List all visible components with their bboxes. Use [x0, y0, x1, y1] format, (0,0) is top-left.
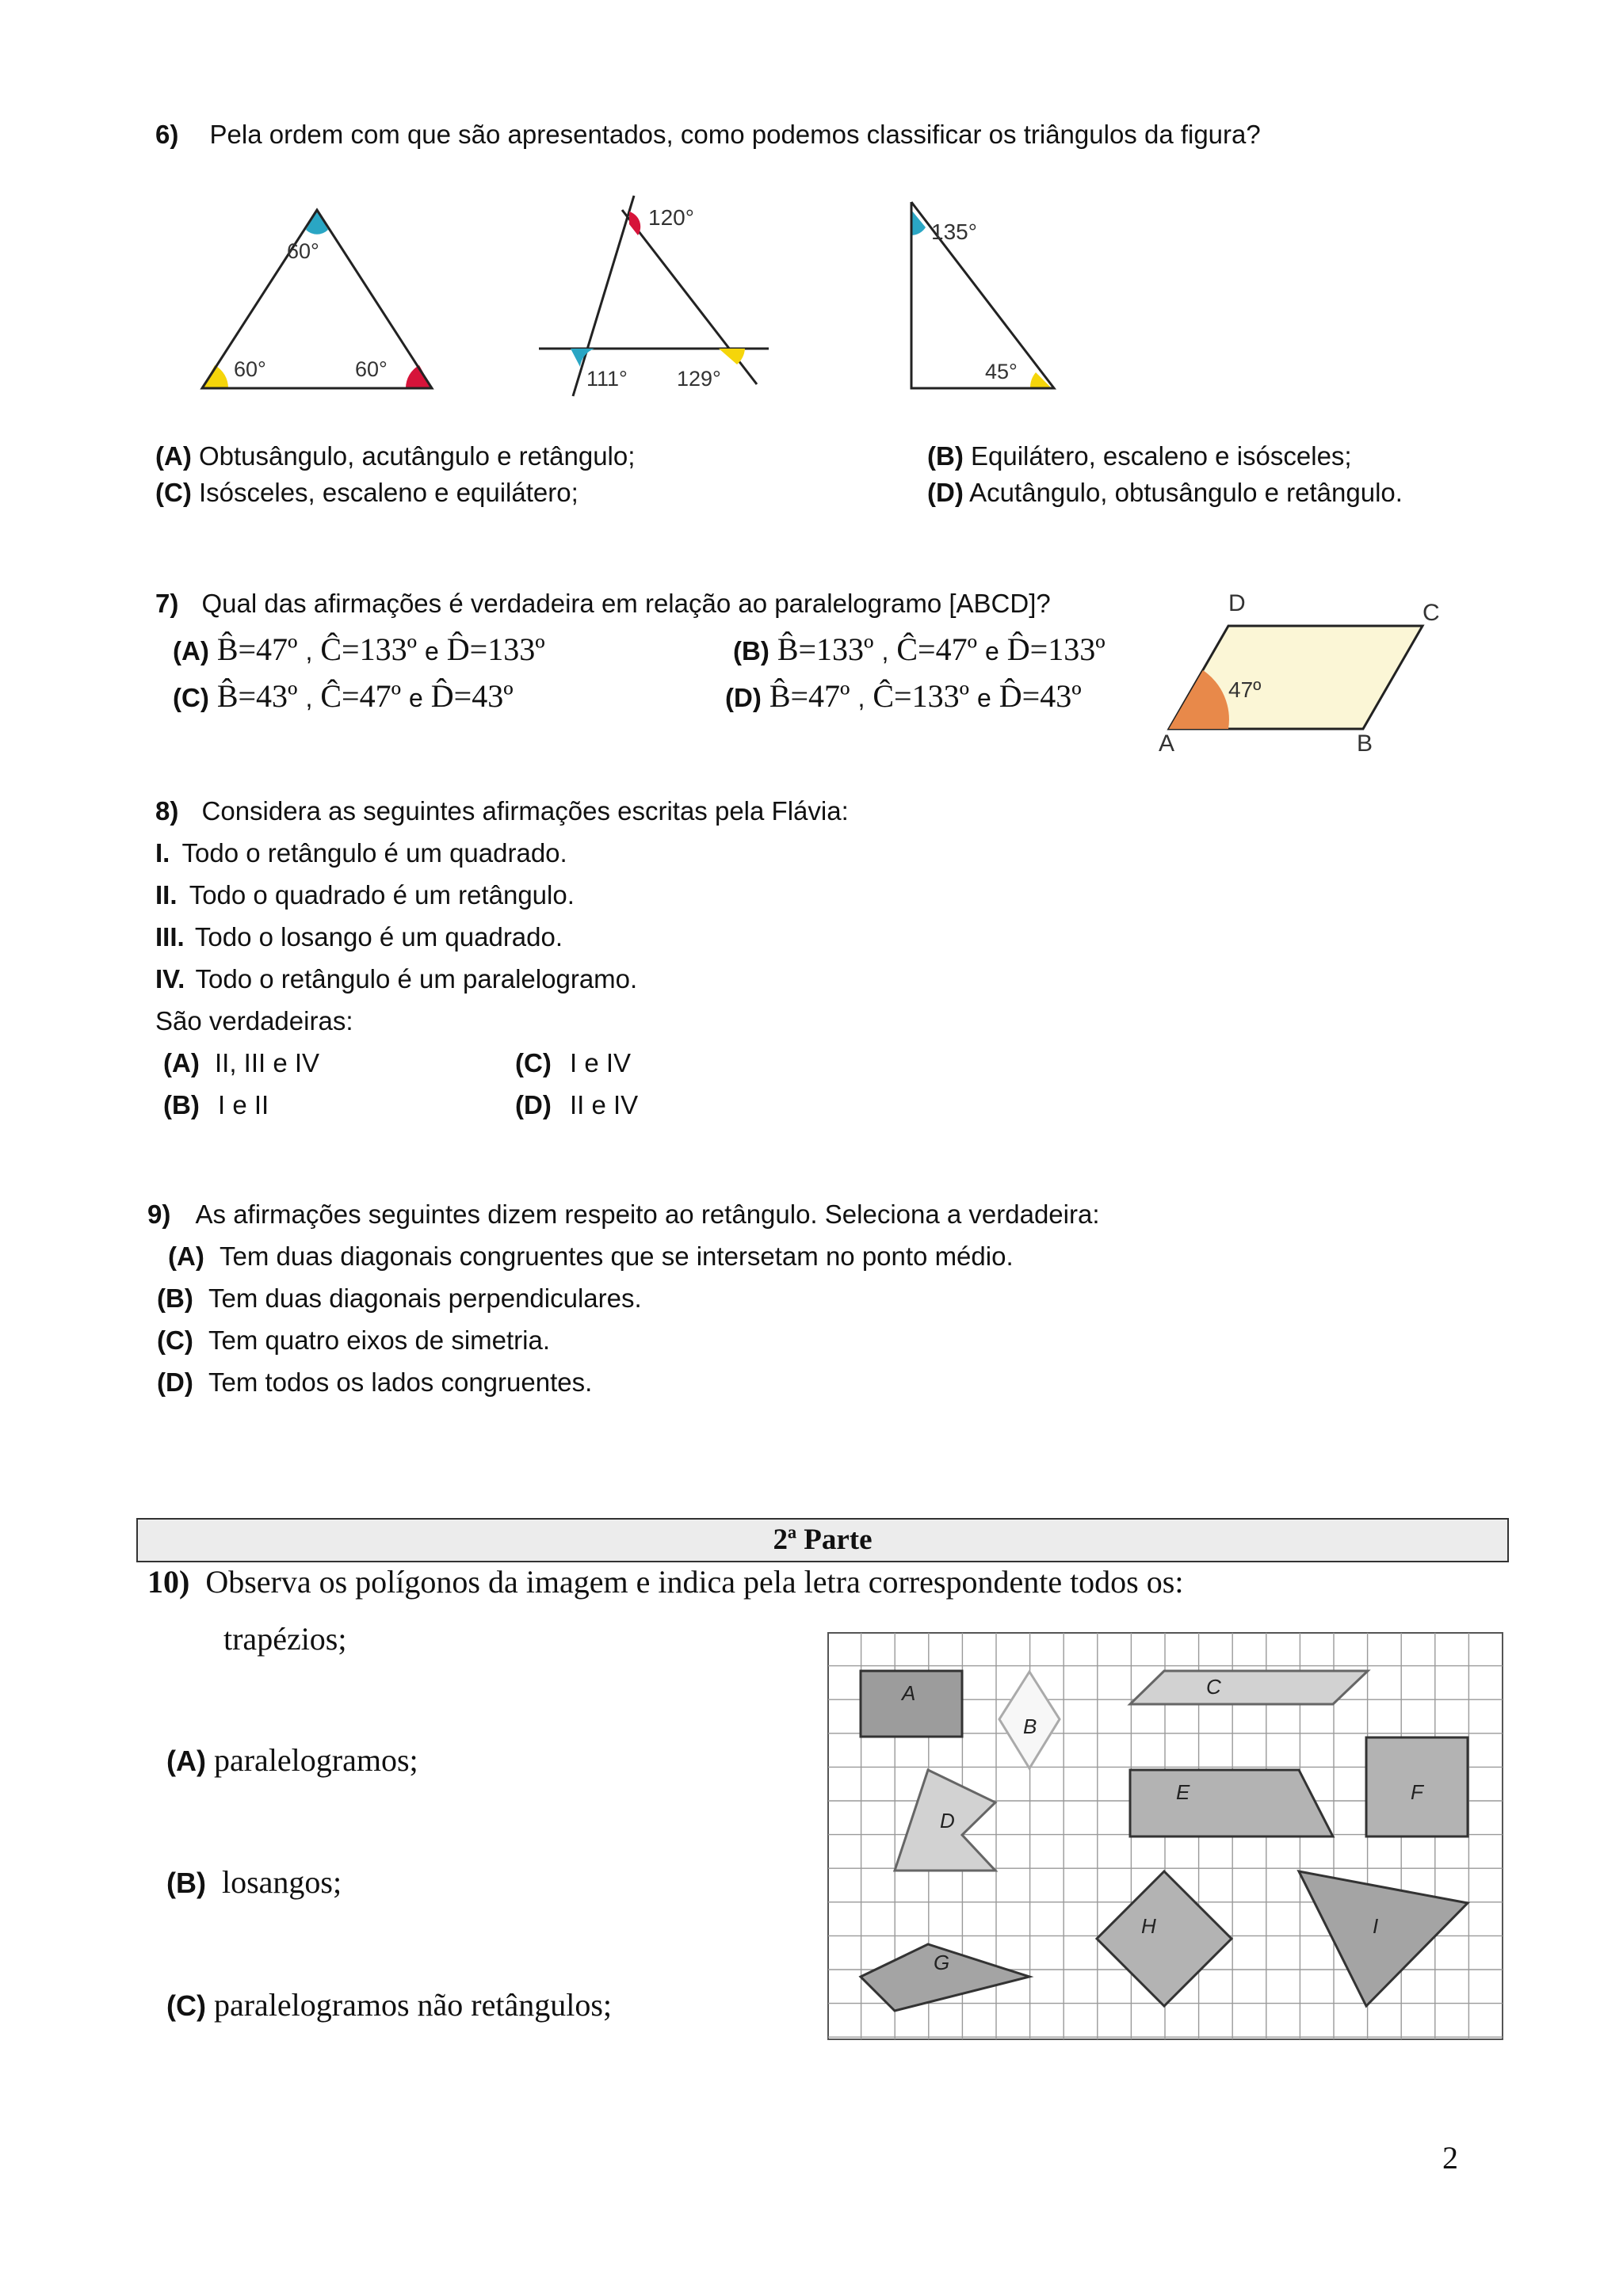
q8-prompt: São verdadeiras: — [155, 1006, 353, 1035]
part-2-header: 2ª Parte — [136, 1518, 1509, 1562]
comma: , — [305, 637, 313, 666]
option-label: (B) — [927, 441, 964, 471]
parallelogram-figure — [1149, 590, 1466, 757]
vertex-b: B — [1357, 730, 1373, 757]
option-text: Equilátero, escaleno e isósceles; — [970, 441, 1352, 471]
item-label: (B) — [166, 1867, 206, 1899]
label-a: A — [902, 1681, 916, 1705]
option-text: Obtusângulo, acutângulo e retângulo; — [198, 441, 636, 471]
q6-question: Pela ordem com que são apresentados, como podemos classificar os triângulos da figura? — [209, 120, 1261, 149]
angle-b: B̂=133º — [777, 631, 874, 667]
q8-option-a[interactable] — [163, 1047, 319, 1079]
q6-option-d[interactable] — [927, 477, 1403, 509]
label-f: F — [1411, 1780, 1423, 1804]
option-text: Tem todos os lados congruentes. — [208, 1367, 593, 1397]
option-text: Tem duas diagonais congruentes que se intersetam no ponto médio. — [219, 1241, 1014, 1271]
statement-text: Todo o losango é um quadrado. — [194, 922, 563, 952]
t2-angle-top: 120° — [648, 205, 694, 230]
q10-item-c — [166, 1986, 612, 2023]
conjunction: e — [424, 637, 439, 666]
angle-d: D̂=133º — [446, 631, 545, 667]
item-text: losangos; — [221, 1864, 342, 1900]
t3-angle-top: 135° — [931, 219, 977, 244]
label-e: E — [1176, 1780, 1190, 1804]
option-text: Isósceles, escaleno e equilátero; — [198, 478, 579, 507]
q10-header — [147, 1563, 1183, 1600]
q8-statement-2 — [155, 879, 575, 911]
q6-number: 6) — [155, 120, 179, 149]
q6-header — [155, 119, 1261, 151]
option-text: II e IV — [569, 1090, 639, 1119]
option-text: I e IV — [569, 1048, 632, 1077]
angle-c: Ĉ=47º — [896, 631, 977, 667]
q8-statement-1 — [155, 837, 567, 869]
q9-header — [147, 1199, 1100, 1230]
q10-item-b — [166, 1863, 342, 1901]
triangle-equilateral — [202, 210, 432, 388]
option-text: I e II — [217, 1090, 269, 1119]
polygon-e — [1130, 1770, 1333, 1836]
option-label: (B) — [157, 1283, 193, 1313]
q9-option-a[interactable] — [168, 1241, 1014, 1272]
angle-b: B̂=47º — [769, 678, 850, 714]
t2-angle-left: 111° — [586, 367, 628, 391]
triangle-scalene — [539, 196, 769, 396]
vertex-c: C — [1423, 600, 1440, 626]
page-number: 2 — [1442, 2140, 1458, 2176]
label-h: H — [1141, 1914, 1156, 1938]
option-label: (C) — [173, 683, 209, 712]
q8-option-b[interactable] — [163, 1089, 269, 1121]
q10-item-trapezios — [223, 1620, 347, 1657]
option-label: (B) — [733, 636, 769, 666]
option-label: (A) — [168, 1241, 204, 1271]
option-label: (C) — [515, 1048, 552, 1077]
angle-c: Ĉ=133º — [873, 678, 969, 714]
option-text: II, III e IV — [214, 1048, 320, 1077]
q7-option-c[interactable] — [173, 677, 514, 715]
angle-marker — [911, 210, 926, 235]
item-label: (C) — [166, 1989, 206, 2022]
comma: , — [881, 637, 889, 666]
q7-option-d[interactable] — [725, 677, 1082, 715]
option-label: (B) — [163, 1090, 200, 1119]
q10-number: 10) — [147, 1564, 190, 1600]
option-label: (D) — [515, 1090, 552, 1119]
t1-angle-left: 60° — [234, 357, 266, 381]
option-label: (D) — [157, 1367, 193, 1397]
label-b: B — [1023, 1714, 1037, 1738]
angle-label: 47º — [1228, 677, 1262, 702]
angle-c: Ĉ=133º — [320, 631, 417, 667]
conjunction: e — [976, 684, 991, 712]
q8-option-c[interactable] — [515, 1047, 631, 1079]
conjunction: e — [408, 684, 423, 712]
label-d: D — [940, 1809, 955, 1833]
angle-d: D̂=43º — [430, 678, 514, 714]
q7-option-a[interactable] — [173, 631, 545, 668]
label-c: C — [1206, 1675, 1221, 1699]
angle-b: B̂=47º — [216, 631, 298, 667]
q7-option-b[interactable] — [733, 631, 1106, 668]
option-label: (A) — [173, 636, 209, 666]
label-i: I — [1373, 1914, 1379, 1938]
t2-angle-right: 129° — [677, 367, 721, 391]
comma: , — [305, 684, 313, 712]
angle-marker — [629, 212, 640, 235]
q7-number: 7) — [155, 589, 179, 618]
conjunction: e — [984, 637, 999, 666]
vertex-d: D — [1228, 590, 1246, 616]
q6-option-b[interactable] — [927, 441, 1352, 472]
statement-text: Todo o retângulo é um quadrado. — [181, 838, 567, 868]
q8-statement-4 — [155, 963, 637, 995]
statement-label: II. — [155, 880, 178, 910]
t1-angle-right: 60° — [355, 357, 388, 381]
q8-number: 8) — [155, 796, 179, 826]
option-text: Acutângulo, obtusângulo e retângulo. — [969, 478, 1403, 507]
statement-label: IV. — [155, 964, 185, 994]
item-text: paralelogramos; — [213, 1742, 418, 1778]
q7-question: Qual das afirmações é verdadeira em relação ao paralelogramo [ABCD]? — [201, 589, 1051, 618]
statement-label: I. — [155, 838, 170, 868]
option-label: (D) — [725, 683, 762, 712]
option-label: (A) — [163, 1048, 200, 1077]
angle-b: B̂=43º — [216, 678, 298, 714]
item-label: (A) — [166, 1745, 206, 1777]
statement-text: Todo o quadrado é um retângulo. — [189, 880, 575, 910]
option-label: (D) — [927, 478, 964, 507]
item-text: trapézios; — [223, 1621, 347, 1657]
vertex-a: A — [1159, 730, 1175, 757]
q9-number: 9) — [147, 1199, 171, 1229]
q7-header — [155, 588, 1051, 620]
q9-option-c[interactable] — [157, 1325, 550, 1356]
q8-header — [155, 795, 849, 827]
q6-option-c[interactable] — [155, 477, 579, 509]
q8-option-d[interactable] — [515, 1089, 638, 1121]
label-g: G — [934, 1951, 950, 1974]
polygon-c — [1130, 1671, 1368, 1704]
polygon-grid-figure — [827, 1632, 1504, 2042]
q8-question: Considera as seguintes afirmações escritas pela Flávia: — [201, 796, 849, 826]
q10-item-a — [166, 1741, 418, 1779]
option-label: (A) — [155, 441, 192, 471]
statement-text: Todo o retângulo é um paralelogramo. — [195, 964, 638, 994]
q8-statement-3 — [155, 921, 563, 953]
t3-angle-bottom: 45° — [985, 360, 1018, 383]
q10-question: Observa os polígonos da imagem e indica pela letra correspondente todos os: — [205, 1564, 1184, 1600]
angle-d: D̂=43º — [999, 678, 1082, 714]
option-label: (C) — [155, 478, 192, 507]
comma: , — [857, 684, 865, 712]
item-text: paralelogramos não retângulos; — [213, 1987, 613, 2023]
triangle-right — [911, 202, 1054, 388]
q9-option-b[interactable] — [157, 1283, 642, 1314]
statement-label: III. — [155, 922, 185, 952]
q9-option-d[interactable] — [157, 1367, 592, 1398]
option-label: (C) — [157, 1325, 193, 1355]
t1-angle-top: 60° — [287, 239, 319, 263]
option-text: Tem duas diagonais perpendiculares. — [208, 1283, 642, 1313]
q6-triangles-figure — [190, 186, 1078, 400]
q9-question: As afirmações seguintes dizem respeito ao retângulo. Seleciona a verdadeira: — [195, 1199, 1100, 1229]
angle-d: D̂=133º — [1006, 631, 1106, 667]
angle-c: Ĉ=47º — [320, 678, 401, 714]
option-text: Tem quatro eixos de simetria. — [208, 1325, 550, 1355]
q6-option-a[interactable] — [155, 441, 635, 472]
